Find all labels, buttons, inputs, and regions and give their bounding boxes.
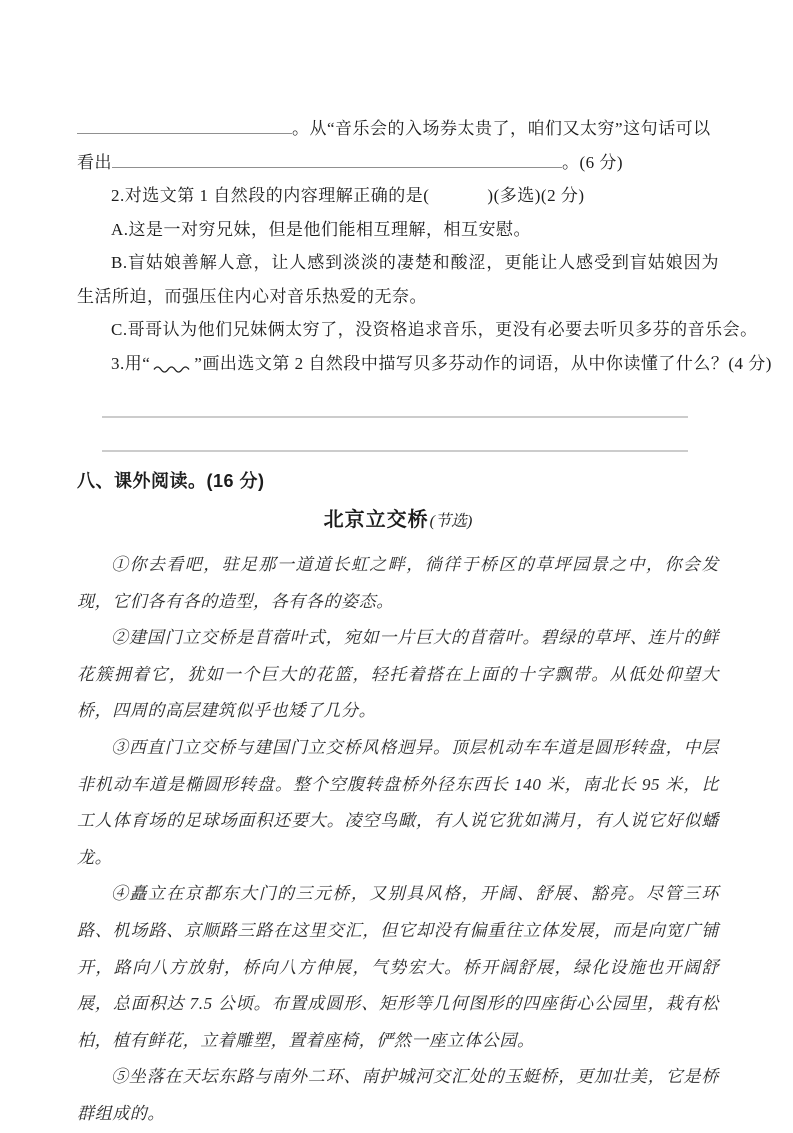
fill-in-blank[interactable] xyxy=(112,153,562,168)
passage-title-note: (节选) xyxy=(429,513,473,530)
passage-paragraph-1: ①你去看吧，驻足那一道道长虹之畔，徜徉于桥区的草坪园景之中，你会发现，它们各有各的造型，各有各的姿态。 xyxy=(77,555,719,611)
question-block xyxy=(77,112,772,452)
passage-paragraph-5: ⑤坐落在天坛东路与南外二环、南护城河交汇处的玉蜓桥，更加壮美，它是桥群组成的。 xyxy=(77,1067,719,1123)
wavy-underline-icon xyxy=(150,347,194,381)
question2-tail: )(多选)(2 分) xyxy=(487,186,585,205)
question2-text: 2.对选文第 1 自然段的内容理解正确的是( xyxy=(111,186,430,205)
question2 xyxy=(77,179,719,213)
question1-score: 。(6 分) xyxy=(562,152,624,172)
passage-title xyxy=(77,502,719,540)
section-heading: 八、课外阅读。(16 分) xyxy=(77,471,265,491)
passage-paragraph-3: ③西直门立交桥与建国门立交桥风格迥异。顶层机动车车道是圆形转盘，中层非机动车道是椭圆形转盘。整个空腹转盘桥外径东西长 140 米，南北长 95 米，比工人体育场的足球场面积还要大。凌空鸟瞰，有人说它犹如满月，有人说它好似蟠龙。 xyxy=(77,737,719,867)
answer-line[interactable] xyxy=(102,418,688,452)
question1-line2-prefix: 看出 xyxy=(77,152,112,172)
question3 xyxy=(77,347,772,381)
option-c: C.哥哥认为他们兄妹俩太穷了，没资格追求音乐，更没有必要去听贝多芬的音乐会。 xyxy=(111,320,758,339)
reading-passage xyxy=(77,547,719,1133)
option-a: A.这是一对穷兄妹，但是他们能相互理解，相互安慰。 xyxy=(111,219,532,239)
option-b: B.盲姑娘善解人意，让人感到淡淡的凄楚和酸涩，更能让人感受到盲姑娘因为生活所迫，而强压住内心对音乐热爱的无奈。 xyxy=(77,253,719,306)
question1-text: 。从“音乐会的入场券太贵了，咱们又太穷”这句话可以 xyxy=(292,119,711,138)
answer-line[interactable] xyxy=(102,380,688,418)
fill-in-blank[interactable] xyxy=(77,119,292,134)
question3-suffix: ”画出选文第 2 自然段中描写贝多芬动作的词语，从中你读懂了什么？(4 分) xyxy=(194,353,772,373)
question1-line2 xyxy=(77,146,719,180)
passage-paragraph-4: ④矗立在京都东大门的三元桥，又别具风格，开阔、舒展、豁亮。尽管三环路、机场路、京顺路三路在这里交汇，但它却没有偏重往立体发展，而是向宽广铺开，路向八方放射，桥向八方伸展，气势宏大。桥开阔舒展，绿化设施也开阔舒展，总面积达 7.5 公顷。布置成圆形、矩形等几何图形的四座街心公园里，栽有松柏，植有鲜花，立着雕塑，置着座椅，俨然一座立体公园。 xyxy=(77,884,719,1050)
question3-prefix: 3.用“ xyxy=(111,353,151,373)
question1-line1 xyxy=(77,112,719,146)
passage-title-main: 北京立交桥 xyxy=(323,509,429,531)
passage-paragraph-2: ②建国门立交桥是苜蓿叶式，宛如一片巨大的苜蓿叶。碧绿的草坪、连片的鲜花簇拥着它，犹如一个巨大的花篮，轻托着搭在上面的十字飘带。从低处仰望大桥，四周的高层建筑似乎也矮了几分。 xyxy=(77,628,719,721)
